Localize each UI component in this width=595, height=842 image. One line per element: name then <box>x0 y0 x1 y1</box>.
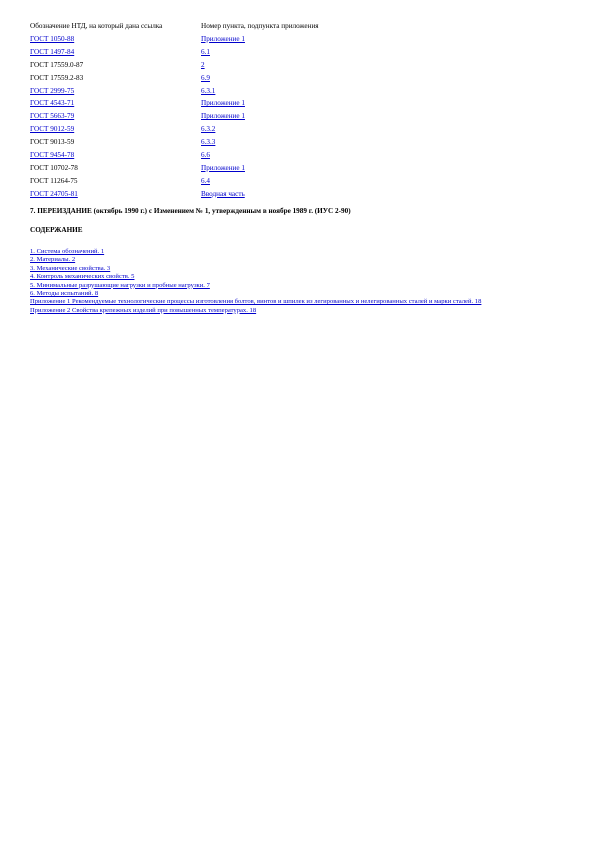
table-cell-point <box>201 175 401 188</box>
table-header-row <box>30 20 401 33</box>
table-row <box>30 175 401 188</box>
point-link[interactable]: 6.3.1 <box>201 86 216 95</box>
document-link[interactable]: ГОСТ 24705-81 <box>30 189 78 198</box>
table-cell-point <box>201 188 401 201</box>
table-cell-document <box>30 97 201 110</box>
document-text: ГОСТ 17559.0-87 <box>30 60 84 69</box>
point-link[interactable]: 2 <box>201 60 205 69</box>
table-row <box>30 97 401 110</box>
table-cell-document <box>30 33 201 46</box>
table-header-document: Обозначение НТД, на который дана ссылка <box>30 22 163 30</box>
reissue-note: 7. ПЕРЕИЗДАНИЕ (октябрь 1990 г.) с Изменением № 1, утвержденным в ноябре 1989 г. (ИУС 2-90) <box>30 207 351 215</box>
table-cell-point <box>201 72 401 85</box>
table-body <box>30 33 401 201</box>
table-row <box>30 85 401 98</box>
table-row <box>30 123 401 136</box>
table-row <box>30 72 401 85</box>
table-cell-document <box>30 110 201 123</box>
table-cell-document <box>30 46 201 59</box>
document-link[interactable]: ГОСТ 1050-88 <box>30 34 75 43</box>
toc-link[interactable]: 6. Методы испытаний. 8 <box>30 290 99 298</box>
toc-link[interactable]: 5. Минимальные разрушающие нагрузки и пробные нагрузки. 7 <box>30 281 210 289</box>
table-cell-point <box>201 59 401 72</box>
referenced-documents-table <box>30 20 401 201</box>
table-row <box>30 110 401 123</box>
table-cell-document <box>30 136 201 149</box>
table-cell-point <box>201 136 401 149</box>
table-header-point: Номер пункта, подпункта приложения <box>201 22 319 30</box>
table-cell-document <box>30 85 201 98</box>
table-row <box>30 46 401 59</box>
toc-link[interactable]: Приложение 1 Рекомендуемые технологические процессы изготовления болтов, винтов и шпилек из легированных и нелегированных сталей и марки сталей. 18 <box>30 298 482 306</box>
contents-heading: СОДЕРЖАНИЕ <box>30 226 83 234</box>
point-link[interactable]: 6.9 <box>201 73 210 82</box>
table-cell-point <box>201 46 401 59</box>
document-link[interactable]: ГОСТ 4543-71 <box>30 99 75 108</box>
document-text: ГОСТ 10702-78 <box>30 163 78 172</box>
table-cell-document <box>30 175 201 188</box>
point-link[interactable]: Приложение 1 <box>201 163 245 172</box>
document-text: ГОСТ 9013-59 <box>30 138 75 147</box>
point-link[interactable]: Приложение 1 <box>201 112 245 121</box>
table-cell-point <box>201 123 401 136</box>
table-cell-document <box>30 162 201 175</box>
table-cell-point <box>201 110 401 123</box>
point-link[interactable]: Приложение 1 <box>201 99 245 108</box>
table-row <box>30 33 401 46</box>
document-link[interactable]: ГОСТ 1497-84 <box>30 47 75 56</box>
toc-link[interactable]: 2. Материалы. 2 <box>30 256 76 264</box>
document-text: ГОСТ 11264-75 <box>30 176 78 185</box>
table-cell-point <box>201 149 401 162</box>
table-row <box>30 136 401 149</box>
table-cell-point <box>201 97 401 110</box>
table-cell-document <box>30 149 201 162</box>
table-of-contents <box>30 248 550 315</box>
document-link[interactable]: ГОСТ 9454-78 <box>30 151 75 160</box>
table-row <box>30 162 401 175</box>
point-link[interactable]: 6.4 <box>201 176 210 185</box>
point-link[interactable]: Вводная часть <box>201 189 245 198</box>
table-row <box>30 188 401 201</box>
table-cell-point <box>201 162 401 175</box>
document-link[interactable]: ГОСТ 2999-75 <box>30 86 75 95</box>
toc-link[interactable]: 4. Контроль механических свойств. 5 <box>30 273 135 281</box>
document-link[interactable]: ГОСТ 5663-79 <box>30 112 75 121</box>
document-link[interactable]: ГОСТ 9012-59 <box>30 125 75 134</box>
table-cell-document <box>30 72 201 85</box>
document-text: ГОСТ 17559.2-83 <box>30 73 84 82</box>
point-link[interactable]: 6.1 <box>201 47 210 56</box>
point-link[interactable]: 6.6 <box>201 151 210 160</box>
point-link[interactable]: Приложение 1 <box>201 34 245 43</box>
table-row <box>30 59 401 72</box>
table-cell-point <box>201 85 401 98</box>
table-row <box>30 149 401 162</box>
table-cell-document <box>30 59 201 72</box>
table-cell-document <box>30 123 201 136</box>
point-link[interactable]: 6.3.2 <box>201 125 216 134</box>
toc-link[interactable]: 1. Система обозначений. 1 <box>30 248 105 255</box>
toc-link[interactable]: Приложение 2 Свойства крепежных изделий при повышенных температурах. 18 <box>30 306 257 314</box>
table-cell-point <box>201 33 401 46</box>
point-link[interactable]: 6.3.3 <box>201 138 216 147</box>
table-cell-document <box>30 188 201 201</box>
toc-link[interactable]: 3. Механические свойства. 3 <box>30 264 111 272</box>
